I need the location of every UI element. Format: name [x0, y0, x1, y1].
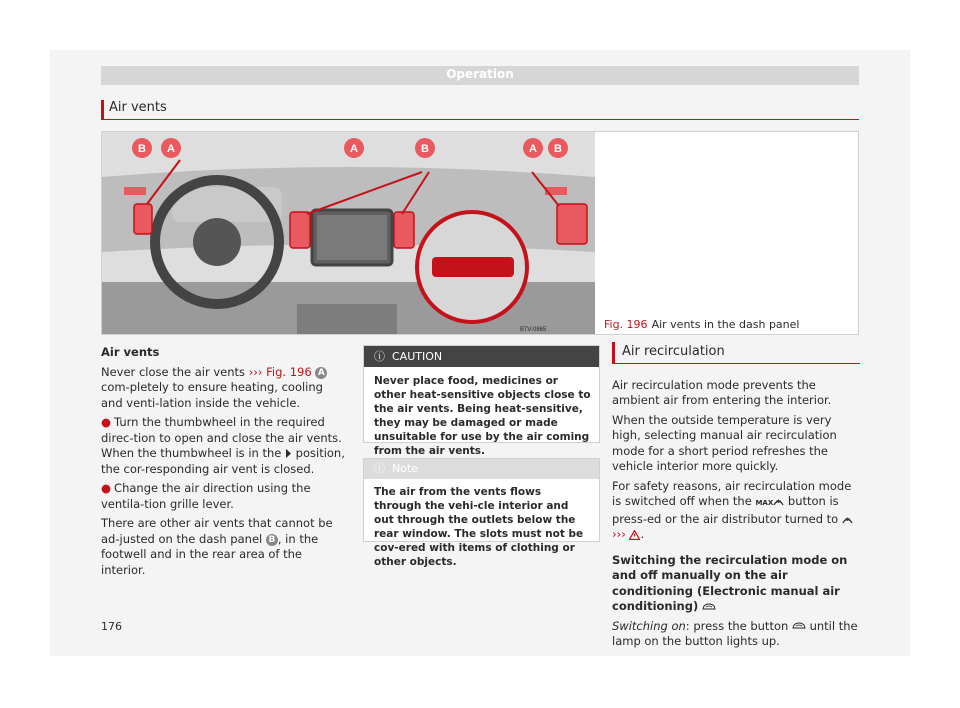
bullet-icon: ●	[101, 415, 112, 429]
dashboard-illustration	[102, 132, 595, 334]
warning-link[interactable]: ›››	[612, 527, 626, 541]
label-badge-a: A	[315, 367, 327, 379]
caution-box	[363, 345, 600, 457]
text-segment: Never close the air vents	[101, 364, 246, 379]
figure-number: Fig. 196	[604, 318, 648, 331]
caution-label: CAUTION	[392, 350, 443, 363]
text-segment: There are other air vents that cannot be ad-justed on the dash panel	[101, 516, 333, 546]
label-badge-b: B	[266, 534, 278, 546]
closed-position-icon	[285, 449, 292, 458]
text-segment: : press the button	[685, 618, 789, 633]
callout-b-center	[415, 138, 435, 158]
text-segment: Turn the thumbwheel in the required direc-tion to open and close the air vents. When the thumbwheel is in the	[101, 415, 342, 460]
svg-text:B: B	[421, 143, 429, 155]
text-segment: until the lamp on the button lights up.	[612, 618, 858, 648]
svg-text:A: A	[167, 143, 175, 155]
note-label: Note	[392, 462, 419, 475]
text-segment: position, the cor-responding air vent is closed.	[101, 446, 345, 476]
callout-b-left	[132, 138, 152, 158]
svg-text:A: A	[529, 143, 537, 155]
caution-text: Never place food, medicines or other heat-sensitive objects close to the air vents. Being heat-sensitive, they may be damaged or made unsuitable for use by the air coming from the air vents.	[374, 375, 591, 457]
figure-caption-text: Air vents in the dash panel	[651, 318, 800, 331]
text-segment: com-pletely to ensure heating, cooling and venti-lation inside the vehicle.	[101, 380, 323, 410]
note-text: The air from the vents flows through the vehi-cle interior and out through the outlets below the rear window. The slots must not be cov-ered with items of clothing or other objects.	[374, 486, 584, 568]
text-segment: , in the footwell and in the rear area of the interior.	[101, 531, 319, 577]
bullet-icon: ●	[101, 481, 112, 495]
windscreen-defrost-icon	[773, 497, 784, 506]
svg-text:B: B	[138, 143, 146, 155]
callout-b-right	[548, 138, 568, 158]
air-vents-heading: Air vents	[101, 345, 160, 359]
right-column	[612, 342, 860, 654]
svg-text:A: A	[350, 143, 358, 155]
figure-dashboard	[101, 131, 859, 335]
left-column	[101, 345, 346, 582]
callout-a-center	[344, 138, 364, 158]
recirculation-car-icon	[792, 622, 806, 630]
air-recirculation-title: Air recirculation	[612, 342, 860, 364]
text-segment: .	[640, 527, 645, 541]
note-box	[363, 458, 600, 568]
paragraph-high-temperature: When the outside temperature is very high, selecting manual air recirculation mode for a short period refreshes the vehicle interior more quickly.	[612, 412, 837, 473]
paragraph-other-vents	[101, 516, 346, 578]
recirculation-subheading	[612, 553, 860, 615]
warning-triangle-icon	[629, 530, 640, 540]
callout-a-left	[161, 138, 181, 158]
note-icon: ⓘ	[374, 462, 385, 475]
figure-caption	[604, 318, 799, 331]
callout-a-right	[523, 138, 543, 158]
paragraph-safety	[612, 479, 860, 543]
figure-link[interactable]: ››› Fig. 196	[248, 364, 312, 379]
chapter-header	[101, 66, 859, 85]
paragraph-close-vents	[101, 365, 346, 412]
chapter-title: Operation	[446, 67, 514, 81]
text-segment: button is press-ed or the air distributor turned to	[612, 494, 839, 526]
paragraph-recirculation-intro: Air recirculation mode prevents the ambient air from entering the interior.	[612, 377, 832, 407]
paragraph-switching-on	[612, 619, 860, 650]
image-code: B7V-0865	[520, 327, 547, 333]
text-segment: Change the air direction using the ventila-tion grille lever.	[101, 481, 311, 511]
recirculation-car-icon	[702, 603, 716, 611]
svg-text:B: B	[554, 143, 562, 155]
text-segment: For safety reasons, air recirculation mode is switched off when the	[612, 478, 852, 508]
section-title: Air vents	[101, 100, 859, 120]
switching-on-label: Switching on	[612, 618, 686, 633]
bullet-item	[101, 415, 346, 477]
text-segment: Switching the recirculation mode on and off manually on the air conditioning (Electronic manual air conditioning)	[612, 552, 848, 613]
note-header	[364, 459, 599, 479]
caution-icon: ⓘ	[374, 350, 385, 363]
bullet-item	[101, 481, 346, 512]
page-number: 176	[101, 620, 122, 633]
windscreen-defrost-icon	[842, 515, 853, 524]
max-defrost-icon: MAX	[755, 499, 774, 507]
caution-header	[364, 346, 599, 367]
